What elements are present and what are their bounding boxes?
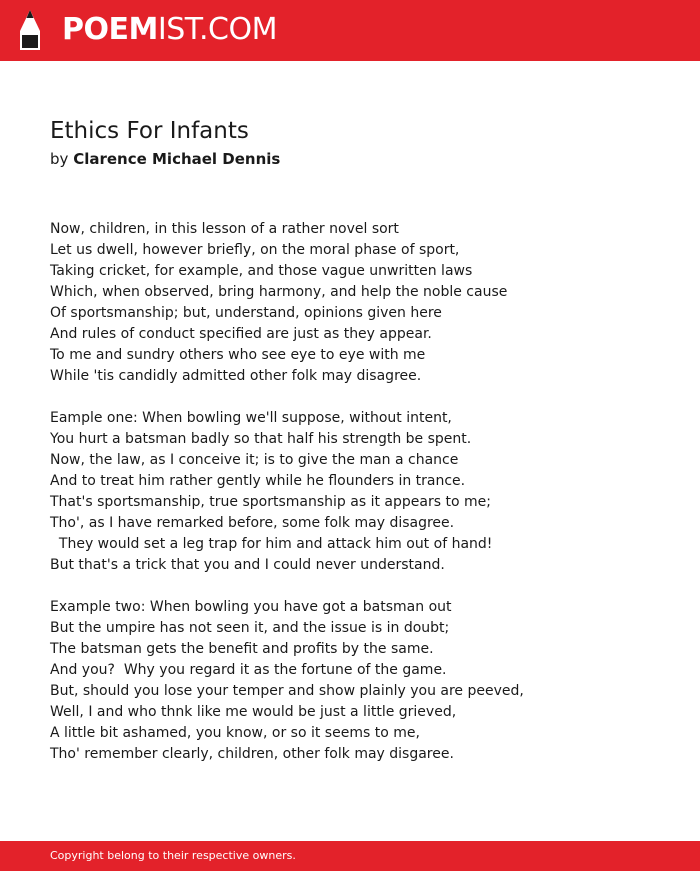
pencil-icon[interactable] — [17, 9, 43, 51]
poem-line: You hurt a batsman badly so that half his strength be spent. — [50, 431, 472, 447]
stanza — [50, 597, 670, 765]
stanza — [50, 408, 670, 576]
poem-line: The batsman gets the benefit and profits by the same. — [50, 641, 434, 657]
poem-line: Eample one: When bowling we'll suppose, without intent, — [50, 410, 452, 426]
poem-line: Of sportsmanship; but, understand, opinions given here — [50, 305, 442, 321]
poem-line: Now, the law, as I conceive it; is to give the man a chance — [50, 452, 459, 468]
poem-line: And to treat him rather gently while he flounders in trance. — [50, 473, 466, 489]
stanza — [50, 219, 670, 387]
poem-line: But that's a trick that you and I could never understand. — [50, 557, 445, 573]
poem-line: Let us dwell, however briefly, on the moral phase of sport, — [50, 242, 460, 258]
poem-line: Which, when observed, bring harmony, and help the noble cause — [50, 284, 508, 300]
poem-line: But the umpire has not seen it, and the issue is in doubt; — [50, 620, 450, 636]
logo-light-text: IST.COM — [157, 12, 277, 47]
poem-line: And rules of conduct specified are just as they appear. — [50, 326, 432, 342]
poem-line: Well, I and who thnk like me would be just a little grieved, — [50, 704, 457, 720]
poem-title: Ethics For Infants — [50, 118, 249, 144]
logo-bold-text: POEM — [62, 12, 158, 47]
poem-line: Tho' remember clearly, children, other folk may disgaree. — [50, 746, 454, 762]
poem-line: Example two: When bowling you have got a batsman out — [50, 599, 452, 615]
site-header — [0, 0, 700, 61]
byline — [50, 148, 280, 170]
poem-line: That's sportsmanship, true sportsmanship as it appears to me; — [50, 494, 491, 510]
poem-line: Tho', as I have remarked before, some folk may disagree. — [50, 515, 455, 531]
byline-prefix: by — [50, 150, 69, 168]
poem-line: Taking cricket, for example, and those vague unwritten laws — [50, 263, 473, 279]
poem-line: To me and sundry others who see eye to eye with me — [50, 347, 426, 363]
poem-line: A little bit ashamed, you know, or so it seems to me, — [50, 725, 420, 741]
poem-line: They would set a leg trap for him and attack him out of hand! — [50, 536, 493, 552]
poem-line: Now, children, in this lesson of a rather novel sort — [50, 221, 399, 237]
poem-line: But, should you lose your temper and show plainly you are peeved, — [50, 683, 524, 699]
poem-line: While 'tis candidly admitted other folk may disagree. — [50, 368, 422, 384]
poem-body — [50, 219, 670, 786]
site-logo[interactable] — [62, 12, 277, 48]
author-name: Clarence Michael Dennis — [73, 150, 281, 168]
copyright-text: Copyright belong to their respective owners. — [50, 849, 296, 862]
site-footer — [0, 841, 700, 871]
poem-line: And you? Why you regard it as the fortune of the game. — [50, 662, 447, 678]
